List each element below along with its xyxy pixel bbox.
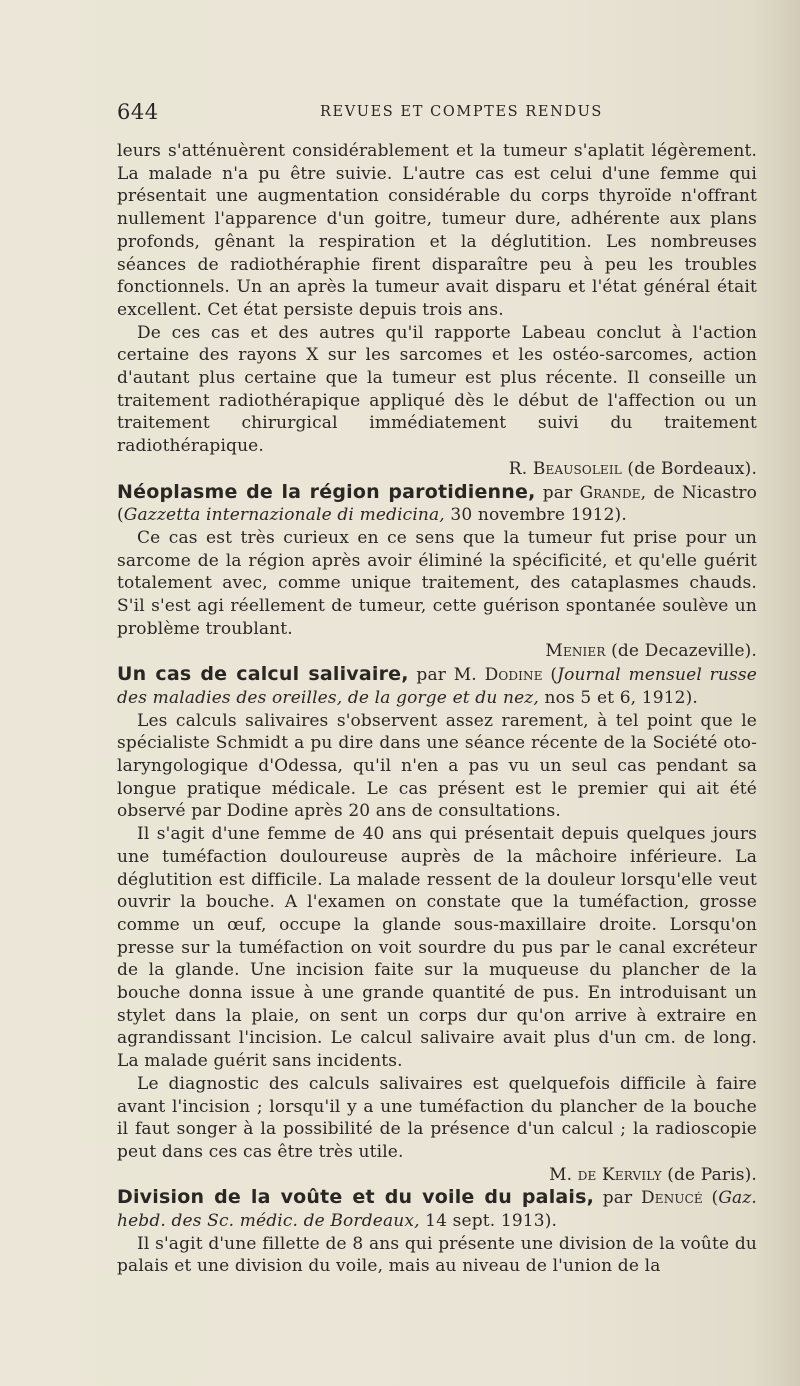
article-title: Néoplasme de la région parotidienne, [117, 480, 536, 503]
article-paragraph: Les calculs salivaires s'observent assez rarement, à tel point que le spécialiste Schmidt a pu dire dans une séance récente de la Société oto-laryngologique d'Odessa, qu'il n'en a pas vu un seul cas pendant sa longue pratique médicale. Le cas présent est le premier qui ait été observé par Dodine après 20 ans de consultations. [117, 710, 757, 822]
article-heading-neoplasme: Néoplasme de la région parotidienne, par Grande, de Nicastro (Gazzetta internazionale di medicina, 30 novembre 1912). [117, 480, 757, 526]
article-source: Journal mensuel russe des maladies des oreilles, de la gorge et du nez, [117, 665, 757, 708]
signature-kervily: M. de Kervily (de Paris). [549, 1164, 757, 1185]
article-heading-calcul: Un cas de calcul salivaire, par M. Dodine (Journal mensuel russe des maladies des oreilles, de la gorge et du nez, nos 5 et 6, 1912). [117, 663, 757, 708]
page-number: 644 [117, 100, 159, 124]
article-paragraph: Le diagnostic des calculs salivaires est quelquefois difficile à faire avant l'incision ; lorsqu'il y a une tuméfaction du plancher de la bouche il faut songer à la possibilité de la présence d'un calcul ; la radioscopie peut dans ces cas être très utile. [117, 1073, 757, 1162]
article-author: Denucé [641, 1188, 703, 1209]
signature-beausoleil: R. Beausoleil (de Bordeaux). [508, 458, 757, 479]
paragraph-conclusion: De ces cas et des autres qu'il rapporte Labeau conclut à l'action certaine des rayons X sur les sarcomes et les ostéo-sarcomes, action d'autant plus certaine que la tumeur est plus récente. Il conseille un traitement radiothérapique appliqué dès le début de l'affection ou un traitement chirurgical immédiatement suivi du traitement radiothérapique. [117, 322, 757, 457]
page-body [117, 140, 757, 1278]
article-paragraph: Il s'agit d'une femme de 40 ans qui présentait depuis quelques jours une tuméfaction douloureuse auprès de la mâchoire inférieure. La déglutition est difficile. La malade ressent de la douleur lorsqu'elle veut ouvrir la bouche. A l'examen on constate que la tuméfaction, grosse comme un œuf, occupe la glande sous-maxillaire droite. Lorsqu'on presse sur la tuméfaction on voit sourdre du pus par le canal excréteur de la glande. Une incision faite sur la muqueuse du plancher de la bouche donna issue à une grande quantité de pus. En introduisant un stylet dans la plaie, on sent un corps dur qu'on arrive à extraire en agrandissant l'incision. Le calcul salivaire avait plus d'un cm. de long. La malade guérit sans incidents. [117, 824, 757, 1072]
article-title: Division de la voûte et du voile du palais, [117, 1186, 595, 1209]
signature-menier: Menier (de Decazeville). [545, 641, 757, 662]
article-source: Gazzetta internazionale di medicina, [123, 505, 445, 526]
running-head: REVUES ET COMPTES RENDUS [320, 104, 603, 120]
article-source: Gaz. hebd. des Sc. médic. de Bordeaux, [117, 1188, 757, 1232]
article-paragraph: Il s'agit d'une fillette de 8 ans qui présente une division de la voûte du palais et une division du voile, mais au niveau de l'union de la [117, 1233, 757, 1277]
article-author: Dodine [484, 665, 543, 686]
article-paragraph: Ce cas est très curieux en ce sens que la tumeur fut prise pour un sarcome de la région après avoir éliminé la spécificité, et qu'elle guérit totalement avec, comme unique traitement, des cataplasmes chauds. S'il s'est agi réellement de tumeur, cette guérison spontanée soulève un problème troublant. [117, 527, 757, 639]
article-author: Grande [579, 482, 641, 503]
article-title: Un cas de calcul salivaire, [117, 663, 409, 686]
page-header [117, 100, 757, 124]
paragraph-continued: leurs s'atténuèrent considérablement et la tumeur s'aplatit légèrement. La malade n'a pu être suivie. L'autre cas est celui d'une femme qui présentait une augmentation considérable du corps thyroïde n'offrant nullement l'apparence d'un goitre, tumeur dure, adhérente aux plans profonds, gênant la respiration et la déglutition. Les nombreuses séances de radiothéraphie firent disparaître peu à peu les troubles fonctionnels. Un an après la tumeur avait disparu et l'état général était excellent. Cet état persiste depuis trois ans. [117, 141, 757, 320]
article-heading-division: Division de la voûte et du voile du palais, par Denucé (Gaz. hebd. des Sc. médic. de Bordeaux, 14 sept. 1913). [117, 1186, 757, 1232]
